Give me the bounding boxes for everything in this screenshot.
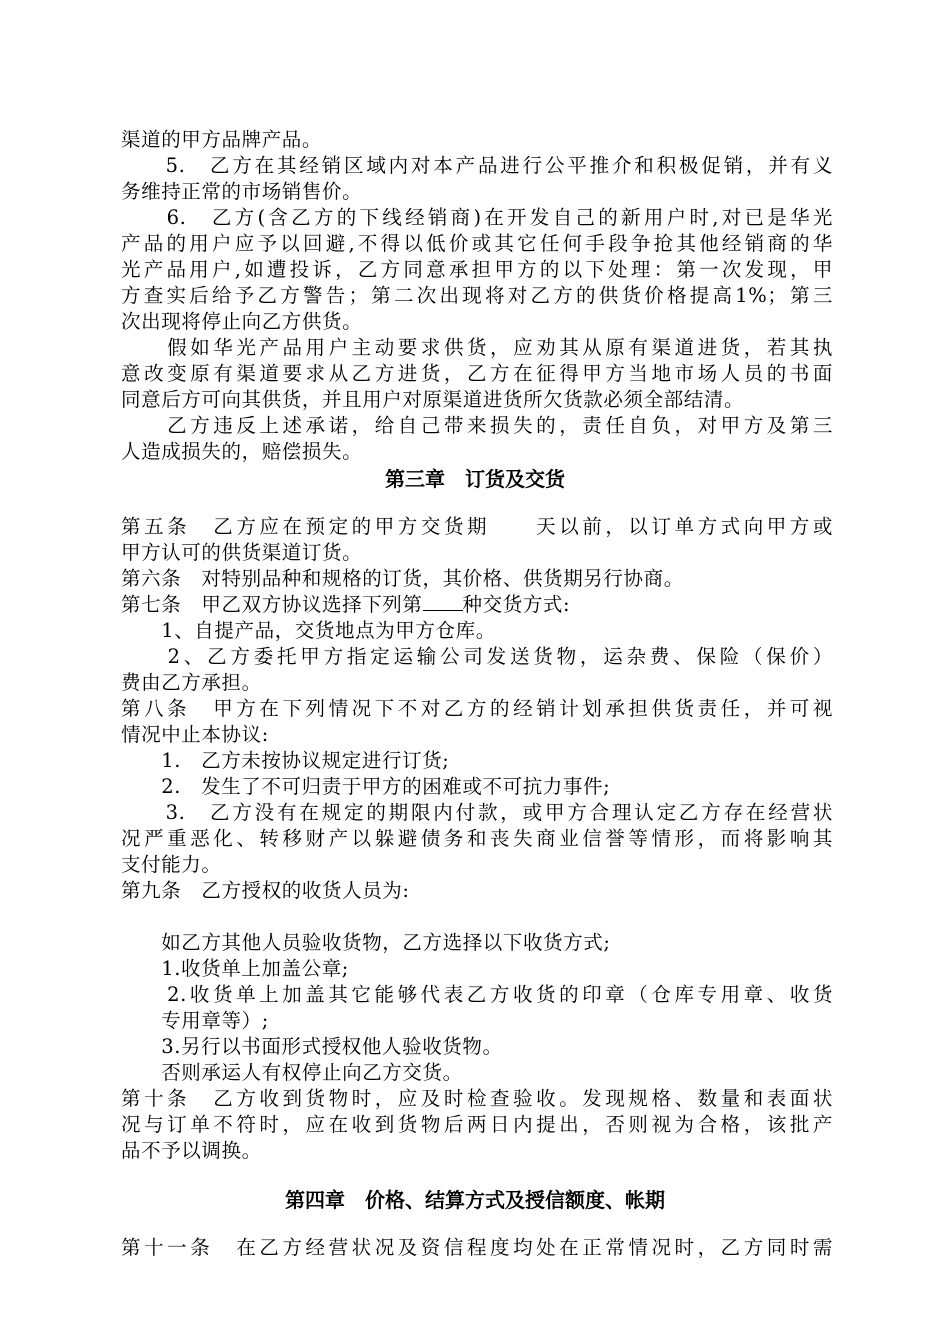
text-line: 1.收货单上加盖公章; (121, 957, 349, 980)
text-line: 3. 乙方没有在规定的期限内付款，或甲方合理认定乙方存在经营状 (121, 801, 833, 824)
text-line: 1. 乙方未按协议规定进行订货; (121, 749, 450, 772)
chapter-heading: 第四章 价格、结算方式及授信额度、帐期 (285, 1188, 665, 1212)
blank-underline (423, 592, 463, 611)
text-line: 人造成损失的，赔偿损失。 (121, 440, 363, 463)
text-line: 1、自提产品，交货地点为甲方仓库。 (121, 619, 496, 642)
article-9: 第九条 乙方授权的收货人员为: (121, 879, 410, 902)
text-line: 产品的用户应予以回避,不得以低价或其它任何手段争抢其他经销商的华 (121, 232, 833, 255)
text-line: 情况中止本协议: (121, 723, 269, 746)
text-line: 乙方违反上述承诺，给自己带来损失的，责任自负，对甲方及第三 (121, 414, 833, 437)
text-line: 方查实后给予乙方警告；第二次出现将对乙方的供货价格提高1%；第三 (121, 284, 833, 307)
text-line: 6. 乙方(含乙方的下线经销商)在开发自己的新用户时,对已是华光 (121, 206, 833, 229)
text-line: 2. 发生了不可归责于甲方的困难或不可抗力事件; (121, 775, 611, 798)
text-line: 费由乙方承担。 (121, 671, 262, 694)
text-line: 支付能力。 (121, 853, 222, 876)
article-6: 第六条 对特别品种和规格的订货，其价格、供货期另行协商。 (121, 567, 684, 590)
text-line: 2、乙方委托甲方指定运输公司发送货物，运杂费、保险（保价） (121, 645, 833, 668)
text-line: 品不予以调换。 (121, 1139, 262, 1162)
article-10: 第十条 乙方收到货物时，应及时检查验收。发现规格、数量和表面状 (121, 1087, 833, 1110)
text-line: 况与订单不符时，应在收到货物后两日内提出，否则视为合格，该批产 (121, 1113, 833, 1136)
text-line: 2.收货单上加盖其它能够代表乙方收货的印章（仓库专用章、收货 (121, 983, 833, 1006)
text-segment: 种交货方式: (462, 593, 571, 616)
article-8: 第八条 甲方在下列情况下不对乙方的经销计划承担供货责任，并可视 (121, 697, 833, 720)
text-line: 同意后方可向其供货，并且用户对原渠道进货所欠货款必须全部结清。 (121, 388, 745, 411)
text-line: 次出现将停止向乙方供货。 (121, 310, 363, 333)
text-line: 如乙方其他人员验收货物，乙方选择以下收货方式; (121, 931, 611, 954)
text-line: 渠道的甲方品牌产品。 (121, 128, 323, 151)
text-line: 意改变原有渠道要求从乙方进货，乙方在征得甲方当地市场人员的书面 (121, 362, 833, 385)
text-line: 甲方认可的供货渠道订货。 (121, 541, 363, 564)
text-segment: 第七条 甲乙双方协议选择下列第 (121, 593, 423, 616)
article-7 (121, 592, 833, 618)
article-5: 第五条 乙方应在预定的甲方交货期 天以前，以订单方式向甲方或 (121, 515, 833, 538)
text-line: 3.另行以书面形式授权他人验收货物。 (121, 1035, 503, 1058)
text-line: 光产品用户,如遭投诉，乙方同意承担甲方的以下处理：第一次发现，甲 (121, 258, 833, 281)
chapter-heading: 第三章 订货及交货 (385, 467, 565, 491)
text-line: 否则承运人有权停止向乙方交货。 (121, 1061, 463, 1084)
text-line: 5. 乙方在其经销区域内对本产品进行公平推介和积极促销，并有义 (121, 154, 833, 177)
text-line: 专用章等）; (121, 1009, 269, 1032)
text-line: 务维持正常的市场销售价。 (121, 180, 363, 203)
text-line: 况严重恶化、转移财产以躲避债务和丧失商业信誉等情形，而将影响其 (121, 827, 833, 850)
article-11: 第十一条 在乙方经营状况及资信程度均处在正常情况时，乙方同时需 (121, 1236, 833, 1259)
text-line: 假如华光产品用户主动要求供货，应劝其从原有渠道进货，若其执 (121, 336, 833, 359)
